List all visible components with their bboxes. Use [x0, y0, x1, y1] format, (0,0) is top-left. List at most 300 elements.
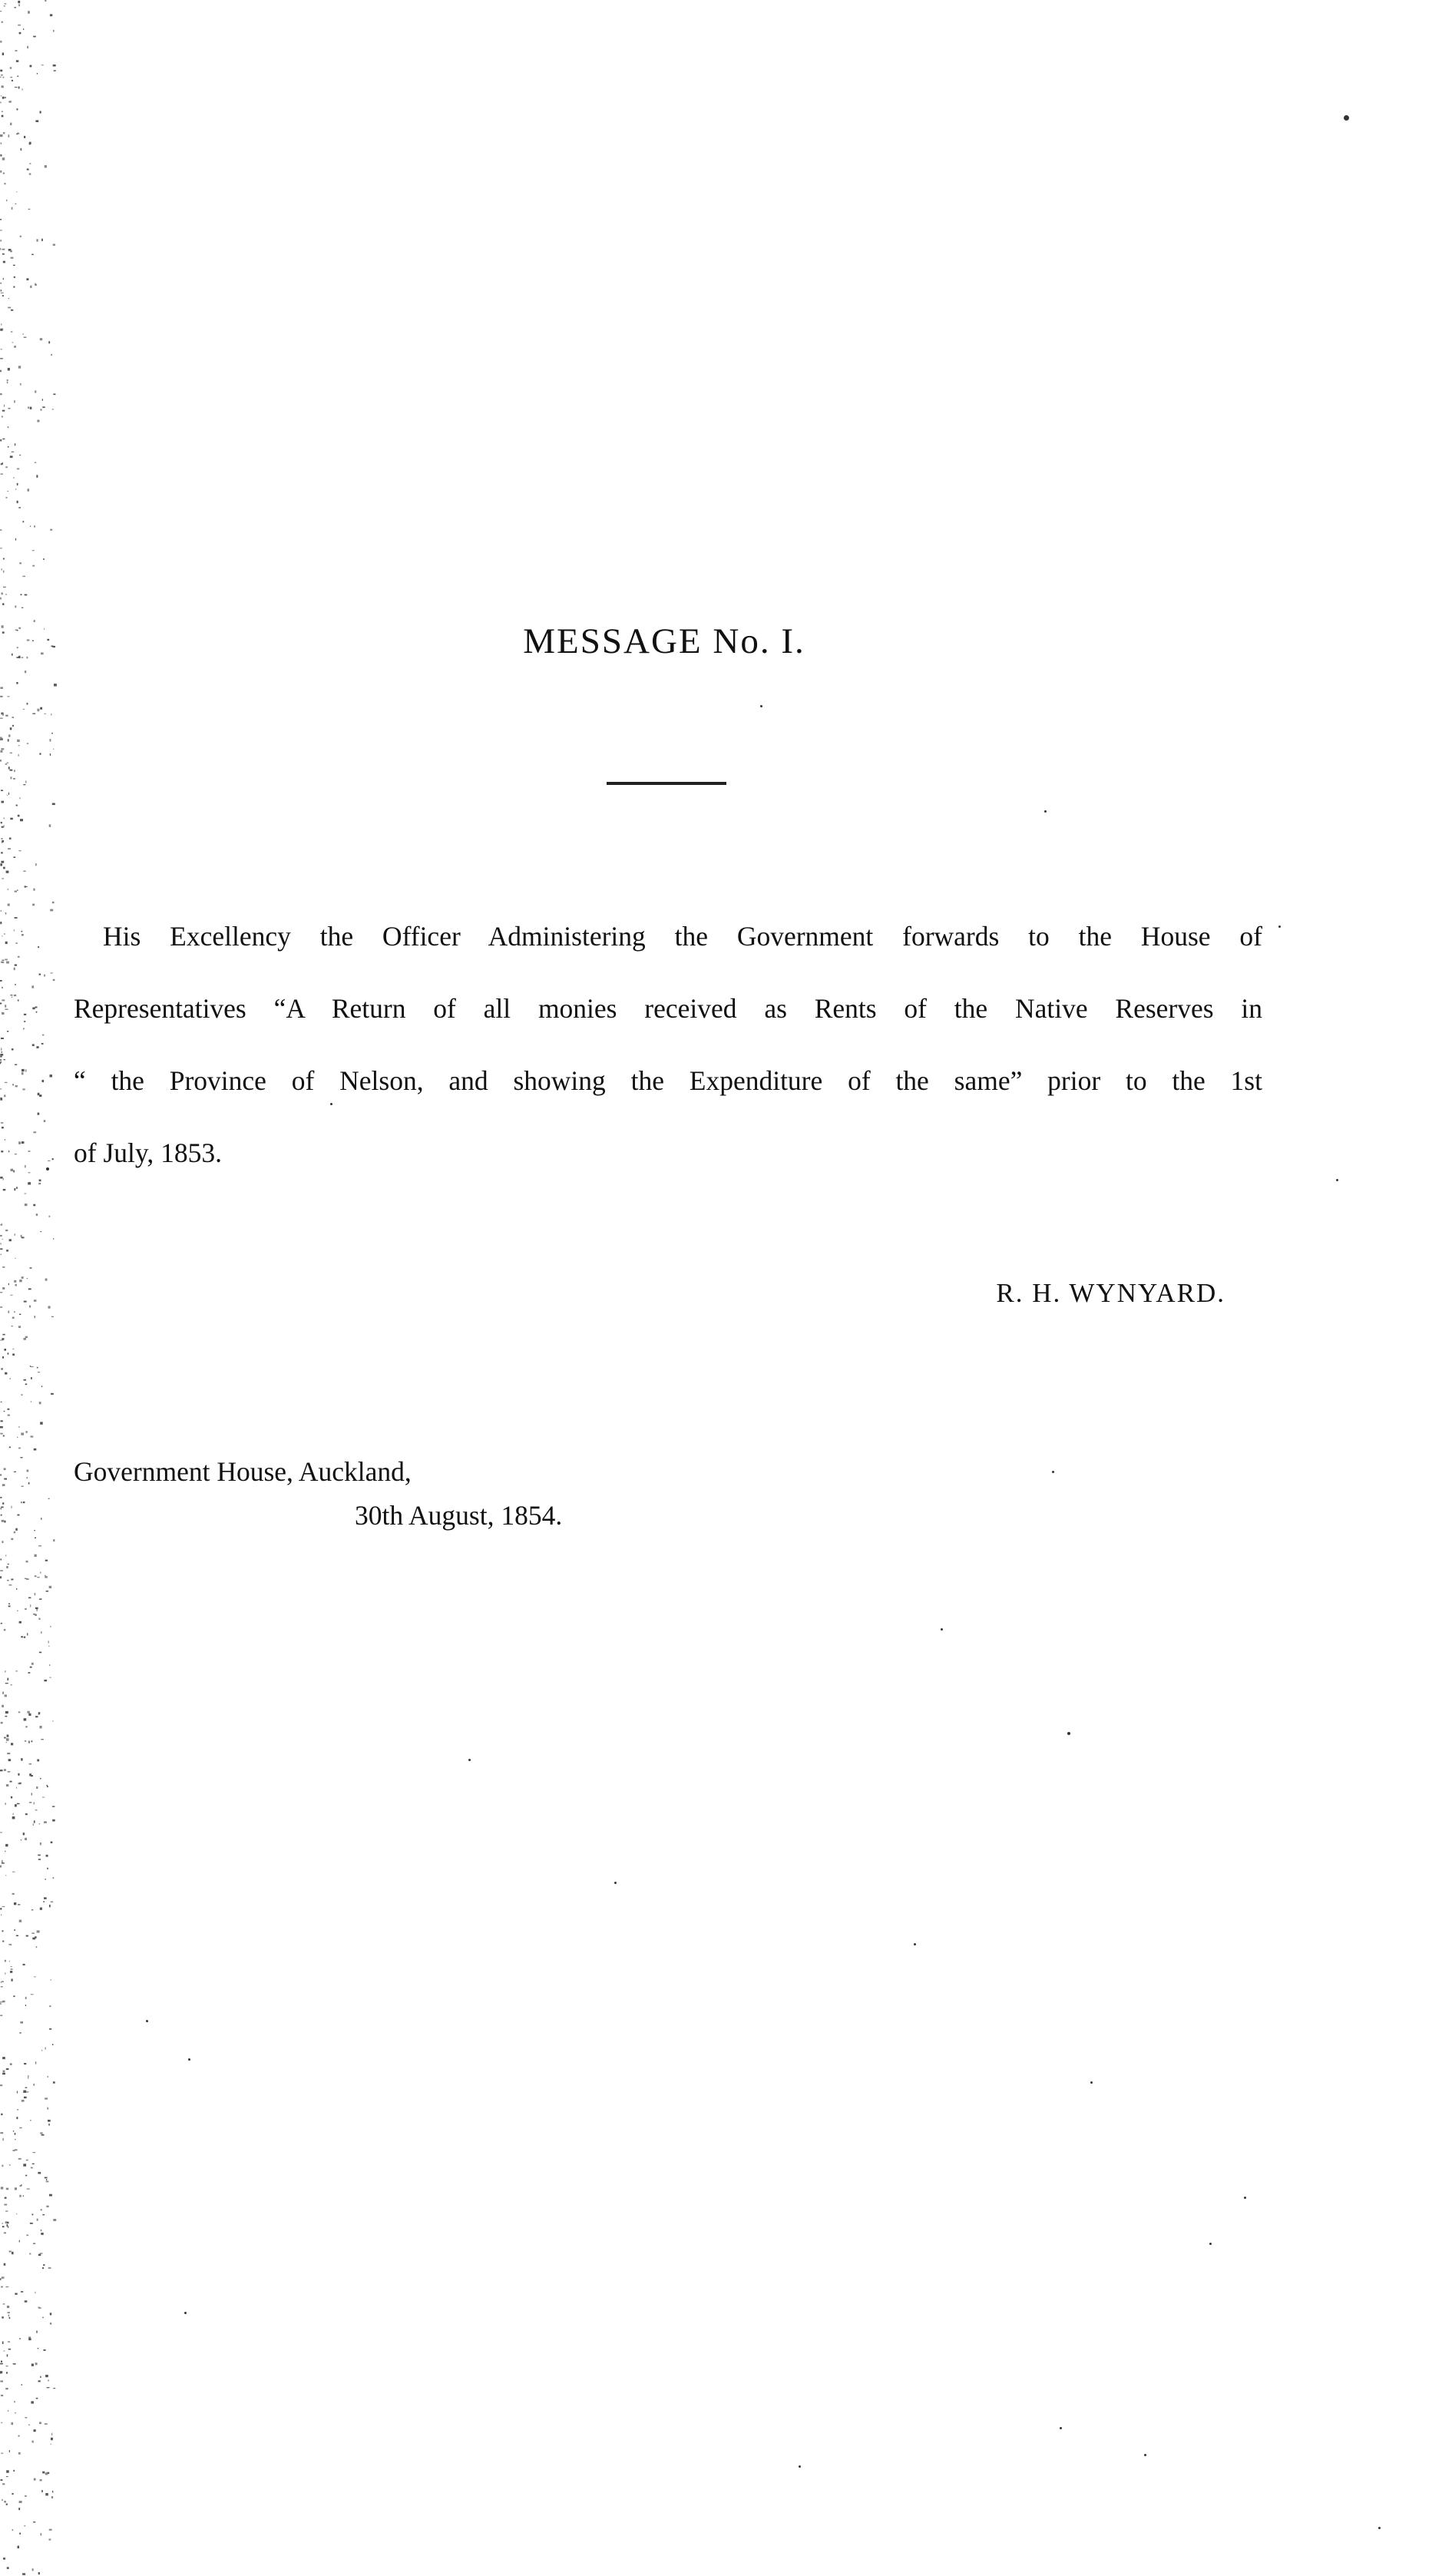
speck	[0, 718, 3, 719]
speck	[24, 2097, 27, 2098]
speck	[14, 400, 15, 402]
speck	[50, 529, 52, 531]
speck	[1, 1048, 2, 1051]
speck	[5, 2197, 7, 2199]
speck	[50, 1074, 53, 1077]
speck	[6, 2470, 9, 2472]
speck	[1, 822, 2, 823]
speck	[18, 815, 20, 817]
speck	[50, 972, 53, 973]
speck	[0, 750, 2, 753]
speck	[33, 1131, 36, 1133]
speck	[25, 1608, 27, 1610]
speck	[6, 2372, 8, 2374]
speck	[3, 2303, 5, 2304]
speck	[50, 2323, 51, 2325]
speck	[0, 102, 2, 104]
speck	[41, 2134, 45, 2136]
body-line: of July, 1853.	[74, 1137, 222, 1168]
speck	[5, 942, 8, 944]
speck	[1, 1122, 4, 1123]
speck	[28, 1151, 31, 1152]
speck	[24, 1301, 27, 1303]
speck	[2, 593, 3, 595]
speck	[23, 1833, 25, 1835]
speck	[37, 1609, 38, 1611]
speck	[41, 239, 43, 241]
speck	[7, 379, 8, 381]
speck	[50, 739, 51, 741]
speck	[45, 1576, 48, 1578]
speck	[30, 1604, 31, 1607]
speck	[7, 382, 8, 384]
speck	[9, 2164, 11, 2165]
speck	[28, 1598, 31, 1599]
speck	[0, 154, 2, 157]
speck	[4, 5, 5, 6]
speck	[27, 2188, 30, 2189]
speck	[2, 1862, 5, 1864]
speck	[8, 134, 10, 137]
speck	[11, 1966, 12, 1967]
speck	[12, 2493, 13, 2495]
speck	[1, 2286, 3, 2288]
speck	[23, 1964, 25, 1965]
speck	[1, 2479, 3, 2481]
speck	[45, 2493, 48, 2495]
speck	[29, 1802, 31, 1803]
speck	[0, 863, 2, 866]
speck	[1, 861, 4, 863]
speck	[21, 2291, 23, 2293]
speck	[2, 878, 4, 879]
speck	[10, 1971, 12, 1973]
speck	[11, 257, 14, 259]
speck	[6, 1784, 8, 1786]
speck	[0, 358, 3, 359]
speck	[2, 1981, 4, 1982]
speck	[31, 1435, 34, 1437]
speck	[51, 2438, 53, 2440]
speck	[41, 2050, 42, 2051]
speck	[24, 136, 25, 138]
speck	[2, 115, 4, 118]
speck	[1, 323, 2, 325]
speck	[21, 934, 24, 936]
speck	[4, 405, 5, 407]
speck	[31, 1994, 34, 1995]
speck	[23, 784, 25, 785]
speck	[36, 2398, 38, 2399]
speck	[27, 169, 29, 171]
speck	[6, 2476, 8, 2477]
speck	[51, 2433, 52, 2435]
speck	[5, 1694, 7, 1697]
speck	[16, 1935, 18, 1937]
speck	[12, 717, 15, 718]
speck	[33, 36, 36, 38]
speck	[44, 1821, 47, 1823]
speck	[28, 1741, 30, 1743]
speck	[8, 2312, 11, 2313]
speck	[11, 776, 12, 779]
speck	[8, 1771, 11, 1773]
speck	[25, 2300, 28, 2302]
speck	[24, 2525, 25, 2526]
speck	[34, 2429, 36, 2432]
speck	[47, 1786, 48, 1787]
speck	[23, 2091, 26, 2093]
speck	[53, 979, 55, 981]
speck	[3, 132, 5, 134]
speck	[18, 366, 21, 368]
speck	[37, 1930, 40, 1932]
speck	[35, 1316, 36, 1318]
speck	[29, 2253, 31, 2255]
speck	[10, 455, 13, 458]
speck	[37, 1367, 38, 1369]
speck	[26, 1431, 28, 1433]
speck	[54, 70, 56, 71]
speck	[15, 1528, 18, 1531]
speck	[5, 763, 8, 765]
speck	[38, 1113, 40, 1115]
speck	[51, 354, 52, 356]
speck	[3, 1435, 5, 1437]
speck	[1, 790, 3, 791]
speck	[0, 1088, 2, 1089]
speck	[13, 778, 15, 779]
speck	[30, 286, 31, 288]
speck	[33, 2152, 36, 2153]
speck	[38, 2172, 41, 2174]
speck	[7, 2222, 8, 2224]
speck	[14, 929, 15, 931]
speck	[0, 2015, 2, 2016]
speck	[21, 1636, 23, 1637]
speck	[27, 1633, 28, 1635]
speck	[32, 565, 35, 567]
speck	[42, 2317, 44, 2319]
speck	[8, 1151, 9, 1152]
speck	[40, 1231, 41, 1232]
speck	[2, 2276, 5, 2279]
speck	[26, 278, 28, 280]
speck	[38, 2307, 40, 2309]
speck	[15, 917, 18, 919]
speck	[36, 1946, 37, 1948]
speck	[46, 2206, 48, 2207]
speck	[33, 2084, 35, 2086]
speck	[7, 795, 8, 796]
speck	[18, 999, 19, 1001]
speck	[10, 818, 12, 820]
speck	[2, 1705, 4, 1707]
speck	[614, 1882, 617, 1884]
speck	[0, 41, 2, 43]
speck	[42, 2214, 45, 2215]
speck	[1, 1515, 2, 1516]
speck	[2, 2342, 4, 2344]
speck	[36, 2331, 37, 2333]
speck	[17, 889, 18, 891]
speck	[52, 1158, 54, 1160]
speck	[12, 1978, 13, 1981]
speck	[12, 80, 13, 81]
date-line: 30th August, 1854.	[355, 1500, 563, 1531]
speck	[3, 261, 5, 263]
speck	[42, 406, 45, 408]
speck	[40, 1908, 42, 1910]
speck	[2, 22, 3, 23]
speck	[0, 1433, 3, 1435]
speck	[34, 1449, 37, 1451]
speck	[6, 1742, 7, 1743]
speck	[35, 1538, 36, 1539]
speck	[48, 2380, 49, 2382]
speck	[0, 1474, 2, 1475]
speck	[2, 960, 4, 962]
speck	[4, 1468, 6, 1470]
speck	[18, 4, 20, 6]
speck	[41, 2209, 42, 2210]
speck	[36, 475, 38, 478]
speck	[11, 1169, 13, 1171]
speck	[3, 77, 5, 78]
speck	[18, 2158, 21, 2160]
speck	[15, 1670, 18, 1671]
speck	[35, 120, 38, 122]
speck	[45, 1560, 48, 1561]
speck	[31, 1663, 34, 1665]
speck	[0, 696, 3, 697]
speck	[16, 60, 18, 62]
speck	[4, 1411, 5, 1412]
speck	[2, 2226, 5, 2227]
speck	[184, 2312, 187, 2314]
speck	[41, 2533, 42, 2535]
speck	[19, 455, 21, 456]
speck	[40, 409, 41, 410]
speck	[43, 2264, 45, 2266]
speck	[53, 394, 55, 396]
speck	[52, 2044, 53, 2045]
speck	[1, 463, 3, 465]
speck	[32, 904, 35, 906]
speck	[8, 1603, 10, 1604]
speck	[12, 2252, 14, 2254]
speck	[13, 2470, 15, 2472]
speck	[28, 1711, 30, 1713]
speck	[28, 407, 29, 409]
speck	[15, 1284, 17, 1286]
speck	[31, 1740, 33, 1742]
speck	[4, 2501, 6, 2503]
speck	[0, 1243, 1, 1244]
speck	[37, 2219, 38, 2221]
speck	[39, 1180, 41, 1182]
speck	[0, 171, 2, 173]
speck	[39, 1652, 41, 1654]
speck	[28, 1172, 31, 1173]
speck	[25, 1336, 28, 1338]
speck	[49, 2529, 52, 2531]
speck	[18, 1326, 21, 1328]
speck	[16, 2213, 17, 2214]
speck	[14, 2401, 15, 2402]
speck	[42, 1035, 45, 1036]
speck	[2, 1692, 3, 1694]
speck	[5, 1555, 6, 1556]
speck	[25, 1997, 27, 1999]
speck	[46, 2181, 49, 2183]
speck	[49, 2028, 51, 2030]
speck	[19, 562, 21, 564]
speck	[22, 89, 23, 91]
speck	[6, 871, 9, 873]
speck	[53, 2081, 55, 2084]
speck	[2, 1287, 5, 1290]
speck	[0, 598, 2, 600]
speck	[25, 2005, 26, 2006]
speck	[15, 2293, 17, 2295]
speck	[5, 1005, 6, 1008]
speck	[2, 1520, 5, 1522]
speck	[2, 1127, 4, 1128]
speck	[21, 1072, 24, 1074]
speck	[12, 1353, 15, 1356]
speck	[30, 65, 32, 68]
speck	[44, 1680, 47, 1681]
speck	[47, 2387, 50, 2388]
speck	[6, 497, 8, 498]
speck	[0, 2084, 2, 2086]
speck	[24, 1014, 26, 1015]
speck	[41, 1739, 44, 1740]
speck	[1, 474, 3, 475]
speck	[40, 1422, 43, 1425]
speck	[29, 1763, 32, 1765]
speck	[1067, 1732, 1070, 1735]
speck	[1336, 1179, 1338, 1181]
speck	[1060, 2427, 1062, 2429]
speck	[15, 87, 18, 88]
speck	[19, 2195, 21, 2197]
speck	[36, 239, 38, 241]
speck	[21, 1395, 23, 1396]
speck	[21, 931, 23, 932]
speck	[15, 1085, 18, 1087]
speck	[3, 173, 5, 174]
speck	[30, 1667, 32, 1668]
signature: R. H. WYNYARD.	[996, 1278, 1225, 1308]
speck	[30, 2223, 33, 2224]
speck	[21, 1237, 25, 1238]
speck	[0, 2363, 3, 2365]
speck	[6, 1738, 9, 1741]
speck	[20, 1457, 22, 1458]
speck	[12, 1048, 14, 1050]
speck	[12, 2422, 14, 2425]
speck	[13, 286, 15, 288]
speck	[20, 236, 21, 237]
speck	[15, 50, 17, 51]
speck	[45, 165, 47, 167]
speck	[19, 2240, 20, 2243]
speck	[39, 1402, 41, 1404]
speck	[53, 1539, 55, 1541]
speck	[3, 867, 5, 869]
speck	[0, 439, 2, 442]
speck	[1052, 1471, 1054, 1473]
speck	[33, 2243, 35, 2244]
speck	[25, 1740, 26, 1741]
speck	[38, 2254, 41, 2256]
speck	[35, 462, 36, 463]
message-title: MESSAGE No. I.	[523, 621, 805, 661]
speck	[799, 2465, 801, 2468]
speck	[39, 1823, 40, 1824]
speck	[33, 1823, 34, 1826]
speck	[32, 2568, 34, 2571]
speck	[5, 2286, 8, 2287]
speck	[11, 1743, 13, 1745]
speck	[28, 11, 30, 13]
speck	[25, 2175, 27, 2177]
speck	[13, 1170, 15, 1173]
speck	[45, 2177, 48, 2179]
speck	[21, 148, 22, 151]
speck	[29, 1306, 31, 1308]
speck	[10, 1295, 12, 1296]
speck	[14, 1311, 15, 1313]
speck	[35, 2061, 37, 2064]
speck	[53, 1877, 55, 1879]
speck	[3, 558, 5, 560]
speck	[10, 2063, 12, 2065]
speck	[14, 995, 16, 996]
speck	[2, 999, 5, 1001]
speck	[16, 191, 17, 192]
speck	[4, 1737, 5, 1739]
speck	[2, 1239, 3, 1240]
speck	[3, 2071, 5, 2073]
speck	[1, 74, 3, 75]
speck	[6, 200, 7, 201]
speck	[40, 1778, 41, 1780]
speck	[1, 240, 2, 241]
speck	[13, 2150, 15, 2151]
speck	[5, 1844, 8, 1846]
speck	[7, 2354, 8, 2356]
speck	[8, 793, 9, 795]
speck	[1, 290, 2, 292]
speck	[0, 1056, 2, 1058]
speck	[2, 2165, 3, 2167]
speck	[1, 2114, 2, 2115]
speck	[6, 2504, 8, 2505]
speck	[27, 703, 28, 704]
speck	[17, 740, 20, 742]
speck	[16, 1187, 18, 1189]
speck	[0, 393, 2, 395]
speck	[4, 1095, 5, 1098]
speck	[33, 889, 35, 891]
speck	[19, 2127, 22, 2128]
speck	[37, 1577, 39, 1578]
speck	[26, 1935, 28, 1937]
speck	[1, 1623, 2, 1624]
